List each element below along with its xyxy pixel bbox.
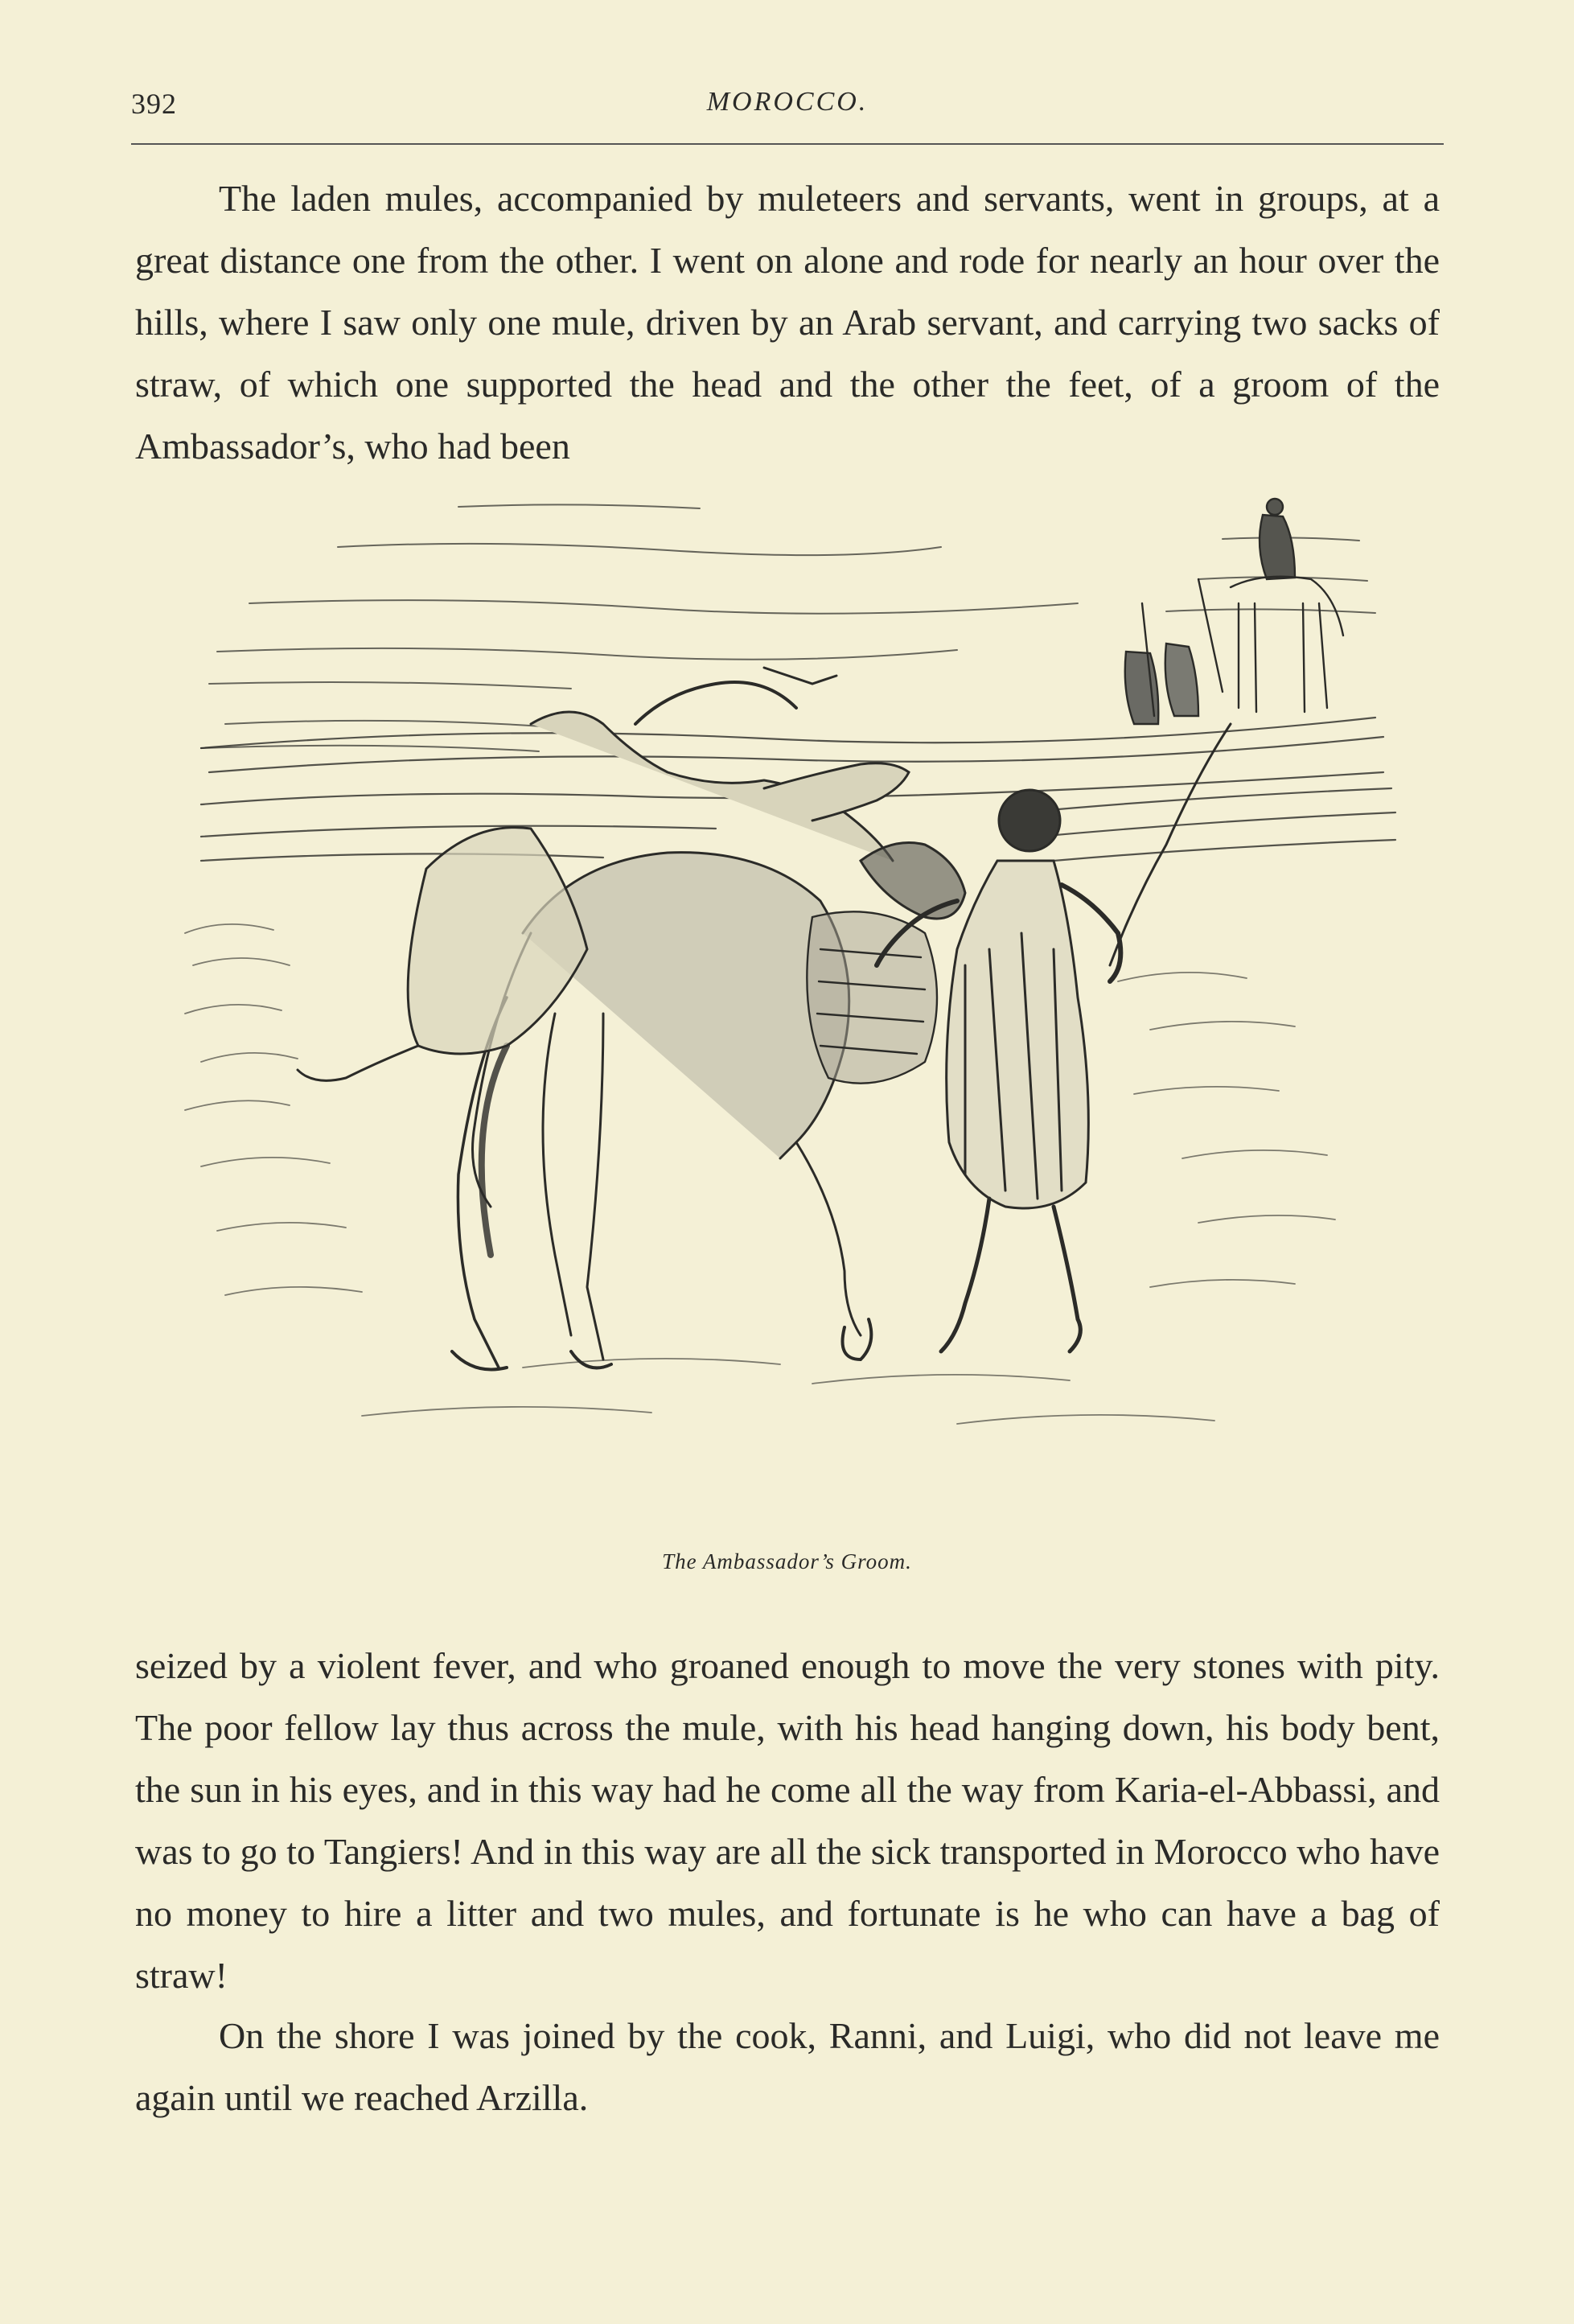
- figure-caption: The Ambassador’s Groom.: [662, 1549, 912, 1573]
- paragraph-1: The laden mules, accompanied by muleteers and servants, went in groups, at a great distance one from the other. I went on alone and rode for nearly an hour over the hills, where I saw only one mule, driven by an Arab servant, and carrying two sacks of straw, of which one supported the head and the other the feet, of a groom of the Ambassador’s, who had been: [135, 178, 1440, 467]
- engraving-svg: [153, 483, 1408, 1545]
- paragraph-2: seized by a violent fever, and who groaned enough to move the very stones with pity. The poor fellow lay thus across the mule, with his head hanging down, his body bent, the sun in his eyes, and in this way had he come all the way from Karia-el-Abbassi, and was to go to Tangiers! And in this way are all the sick transported in Morocco who have no money to hire a litter and two mules, and fortunate is he who can have a bag of straw!: [135, 1645, 1440, 1996]
- page-header: [131, 80, 1444, 129]
- distant-riders: [1125, 499, 1343, 724]
- straw-sacks: [807, 911, 937, 1083]
- page-number: 392: [131, 88, 177, 120]
- running-head: MOROCCO.: [706, 87, 869, 117]
- paragraph-3: On the shore I was joined by the cook, Ranni, and Luigi, who did not leave me again until we reached Arzilla.: [135, 2015, 1440, 2118]
- header-rule: [131, 143, 1444, 145]
- engraving-illustration: [153, 483, 1408, 1545]
